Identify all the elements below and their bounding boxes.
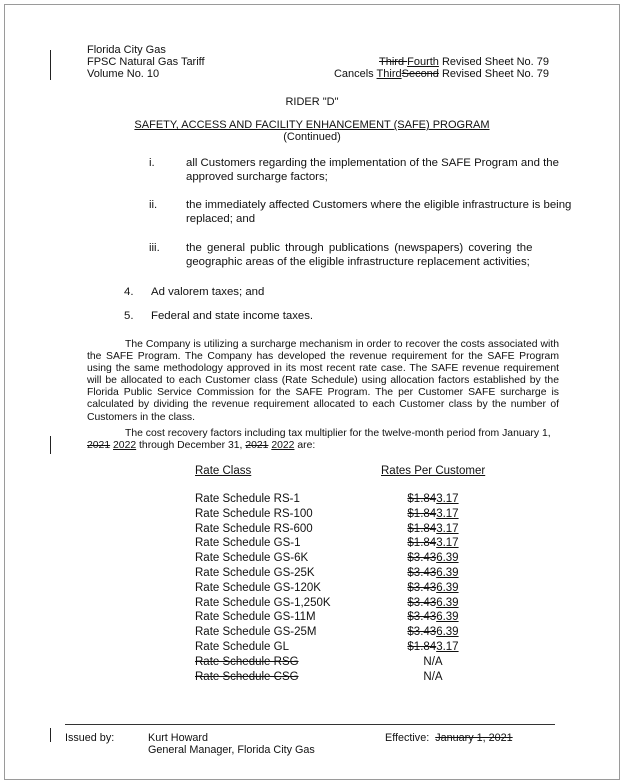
rate-value-cell [383,582,483,594]
struck-text: Third [376,68,402,80]
subitem-line: the general public through publications (newspapers) covering the [186,242,533,254]
rate-class-cell: Rate Schedule RSG [195,655,299,668]
inserted-text: 2022 [113,440,137,452]
effective-date [385,732,513,744]
volume-number: Volume No. 10 [87,68,160,80]
period-line [87,440,559,452]
effective-label: Effective: [385,732,430,744]
inserted-text: 6.39 [436,596,459,609]
rates-per-customer-header: Rates Per Customer [381,465,486,477]
change-bar [50,728,51,742]
struck-text: $3.43 [407,611,437,624]
rate-class-cell: Rate Schedule GS-120K [195,581,321,594]
inserted-text: 6.39 [436,552,459,565]
rate-class-cell: Rate Schedule CSG [195,670,299,683]
cancels-rest: Revised Sheet No. 79 [438,68,549,80]
subitem-text [186,198,571,226]
item-text: Ad valorem taxes; and [151,286,265,298]
inserted-text: 6.39 [436,567,459,579]
document-page [4,4,620,780]
rate-value-cell [383,626,483,638]
rate-class-cell: Rate Schedule GL [195,641,289,653]
cancels-prefix: Cancels [333,68,377,80]
rider-title: RIDER "D" [285,96,339,108]
rate-class-cell: Rate Schedule GS-25K [195,567,315,579]
inserted-text: 3.17 [436,493,459,505]
rate-value-cell [383,508,483,520]
inserted-text: 3.17 [436,537,459,550]
change-bar [50,436,51,454]
struck-text: 2021 [245,440,269,452]
struck-text: Third [379,56,408,68]
period-paragraph [87,428,559,452]
inserted-text: 6.39 [436,611,459,624]
struck-text: 2021 [87,440,111,452]
subitem-number: iii. [149,242,160,254]
subitem-line: geographic areas of the eligible infrastructure replacement activities; [186,256,530,268]
rate-value-cell [383,523,483,535]
struck-text: $1.84 [407,641,437,653]
period-line: The cost recovery factors including tax multiplier for the twelve-month period from January 1, [125,428,551,439]
period-end: are: [294,440,316,452]
company-name: Florida City Gas [87,44,166,56]
body-paragraph: The Company is utilizing a surcharge mechanism in order to recover the costs associated with the SAFE Program. The Company has developed the revenue requirement for the SAFE Program using the same methodology approved in its most recent rate case. The SAFE revenue requirement will be allocated to each Customer class (Rate Schedule) using allocation factors established by the Florida Public Service Commission for the SAFE Program. The per Customer SAFE surcharge is calculated by dividing the revenue requirement allocated to each Customer class by the number of Customers in the class. [87,339,559,423]
rate-value-cell [383,537,483,549]
rate-value-cell [383,611,483,623]
rate-class-cell: Rate Schedule GS-6K [195,552,309,565]
rate-class-header: Rate Class [195,465,252,477]
program-title: SAFETY, ACCESS AND FACILITY ENHANCEMENT (SAFE) PROGRAM [134,119,490,131]
rate-value-cell [383,671,483,683]
rate-value-cell [383,641,483,653]
subitem-line: replaced; and [186,213,256,225]
rate-value-cell [383,552,483,564]
inserted-text: 3.17 [436,641,459,653]
struck-text: $3.43 [407,581,437,594]
item-text: Federal and state income taxes. [151,310,314,322]
rate-value-cell [383,656,483,668]
subitem-line: the immediately affected Customers where the eligible infrastructure is being [186,199,572,211]
issued-title: General Manager, Florida City Gas [148,744,315,756]
change-bar [50,50,51,80]
struck-text: $1.84 [407,507,437,520]
inserted-text: 6.39 [436,626,459,639]
struck-text: $1.84 [407,537,437,550]
struck-text: $1.84 [407,522,437,535]
sheet-number [379,56,549,68]
rate-class-cell: Rate Schedule GS-1 [195,537,301,550]
inserted-text: 2022 [271,440,295,452]
rate-value-cell [383,597,483,609]
issued-name: Kurt Howard [148,732,209,744]
item-number: 5. [124,310,134,322]
inserted-text: N/A [423,670,443,683]
inserted-text: N/A [423,655,443,668]
struck-text: $3.43 [407,596,437,609]
struck-text: January 1, 2021 [435,732,513,744]
rate-class-cell: Rate Schedule RS-100 [195,507,313,520]
inserted-text: 3.17 [436,507,459,520]
struck-text: $3.43 [407,626,437,639]
cancels-sheet [334,68,549,80]
inserted-text: Second [401,68,439,80]
rate-class-cell: Rate Schedule GS-1,250K [195,596,331,609]
subitem-text [186,241,532,269]
struck-text: $3.43 [407,567,437,579]
period-mid: through December 31, [139,440,246,452]
struck-text: $1.84 [407,493,437,505]
rate-class-cell: Rate Schedule GS-25M [195,626,317,639]
subitem-number: ii. [149,199,158,211]
rate-class-cell: Rate Schedule RS-600 [195,522,313,535]
continued-label: (Continued) [283,131,341,143]
struck-text: $3.43 [407,552,437,565]
rate-class-cell: Rate Schedule RS-1 [195,493,300,505]
rate-value-cell [383,567,483,579]
subitem-number: i. [149,157,155,169]
subitem-line: all Customers regarding the implementation of the SAFE Program and the [186,157,559,169]
tariff-name: FPSC Natural Gas Tariff [87,56,205,68]
inserted-text: 3.17 [436,522,459,535]
item-number: 4. [124,286,134,298]
subitem-line: approved surcharge factors; [186,171,328,183]
subitem-text [186,156,559,184]
inserted-text: Fourth [407,56,439,68]
issued-label: Issued by: [65,732,115,744]
inserted-text: 6.39 [436,581,459,594]
rate-class-cell: Rate Schedule GS-11M [195,611,316,624]
rate-value-cell [383,493,483,505]
footer-rule [65,724,555,725]
sheet-number-rest: Revised Sheet No. 79 [438,56,549,68]
